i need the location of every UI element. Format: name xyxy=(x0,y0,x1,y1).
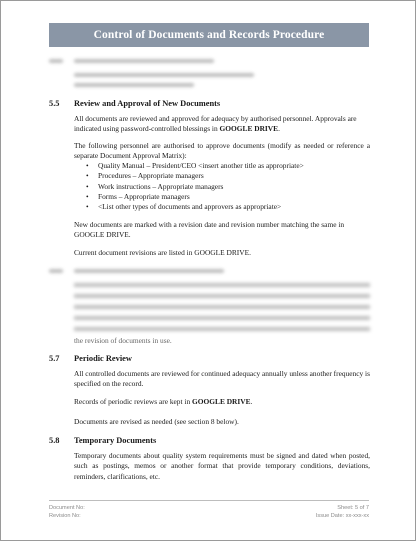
list-item xyxy=(86,161,304,171)
paragraph-text: The following personnel are authorised to approve documents (modify as needed or reference a separate Document Approval Matrix): xyxy=(74,141,370,161)
paragraph xyxy=(74,369,370,390)
footer-sheet: Sheet: 5 of 7 xyxy=(337,505,369,511)
paragraph-bold-text: GOOGLE DRIVE xyxy=(192,397,251,406)
paragraph xyxy=(74,336,370,346)
paragraph-text: All documents are reviewed and approved for adequacy by authorised personnel. Approvals are indicated using password-controlled blessings in xyxy=(74,114,357,134)
page-title: Control of Documents and Records Procedure xyxy=(93,29,325,41)
paragraph xyxy=(74,248,370,258)
paragraph xyxy=(74,397,370,407)
bullet-icon: • xyxy=(86,171,89,181)
section-title: Periodic Review xyxy=(74,354,132,363)
paragraph-bold-text: GOOGLE DRIVE xyxy=(219,124,279,134)
redacted-text xyxy=(74,73,254,77)
bullet-icon: • xyxy=(86,202,89,212)
bullet-icon: • xyxy=(86,191,89,201)
bullet-icon: • xyxy=(86,161,89,170)
paragraph-text: Current document revisions are listed in GOOGLE DRIVE. xyxy=(74,248,251,257)
redacted-text xyxy=(74,83,194,87)
paragraph xyxy=(74,114,370,135)
page-title-banner xyxy=(49,23,369,47)
redacted-paragraph xyxy=(74,283,370,335)
bullet-icon: • xyxy=(86,181,89,191)
list-item xyxy=(86,171,304,181)
paragraph xyxy=(74,220,370,241)
redacted-heading xyxy=(74,59,214,63)
paragraph xyxy=(74,141,370,162)
list-item-text: <List other types of documents and approvers as appropriate> xyxy=(98,202,282,212)
section-number: 5.7 xyxy=(49,354,60,363)
paragraph-text: Temporary documents about quality system requirements must be signed and dated when posted, such as postings, memos or another format that provide temporary conditions, deviations, reminders, clarifications, etc. xyxy=(74,451,370,481)
paragraph-text: . xyxy=(278,124,280,134)
paragraph-text: Records of periodic reviews are kept in xyxy=(74,397,193,406)
footer-issue-date: Issue Date: xx-xxx-xx xyxy=(315,513,369,519)
section-title: Review and Approval of New Documents xyxy=(74,99,221,108)
list-item xyxy=(86,202,304,212)
section-number: 5.8 xyxy=(49,436,60,445)
footer-revision-no: Revision No: xyxy=(49,513,81,519)
paragraph xyxy=(74,451,370,482)
footer-divider xyxy=(49,500,369,501)
paragraph-text: All controlled documents are reviewed for continued adequacy annually unless another frequency is specified on the record. xyxy=(74,369,370,389)
redacted-heading xyxy=(74,269,224,273)
list-item xyxy=(86,182,304,192)
list-item-text: Forms – Appropriate managers xyxy=(98,191,190,201)
approver-list xyxy=(86,161,304,212)
paragraph-text: New documents are marked with a revision date and revision number matching the same in GOOGLE DRIVE. xyxy=(74,220,345,240)
paragraph-text: Documents are revised as needed (see section 8 below). xyxy=(74,417,239,426)
list-item-text: Work instructions – Appropriate managers xyxy=(98,181,224,191)
list-item-text: Quality Manual – President/CEO <insert another title as appropriate> xyxy=(98,161,304,170)
list-item xyxy=(86,192,304,202)
redacted-heading xyxy=(49,269,63,273)
list-item-text: Procedures – Appropriate managers xyxy=(98,171,204,181)
redacted-heading xyxy=(49,59,63,63)
section-number: 5.5 xyxy=(49,99,60,108)
section-title: Temporary Documents xyxy=(74,436,157,445)
paragraph xyxy=(74,417,370,427)
footer-document-no: Document No: xyxy=(49,505,85,511)
paragraph-text: the revision of documents in use. xyxy=(74,336,172,345)
paragraph-text: . xyxy=(250,397,253,406)
